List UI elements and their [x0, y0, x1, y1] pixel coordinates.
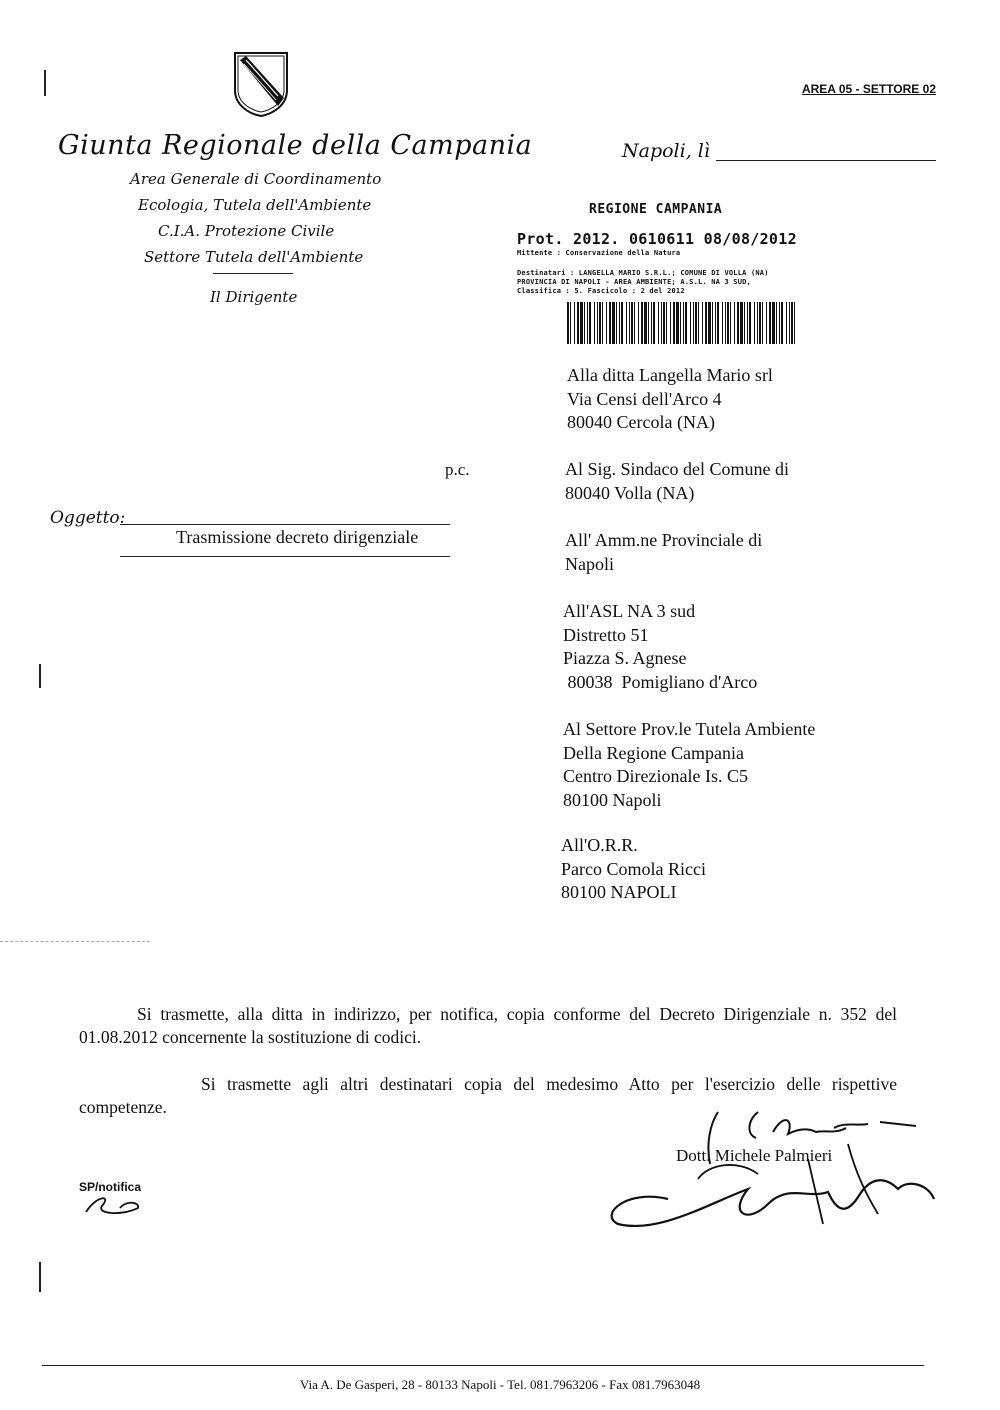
barcode-bar	[779, 302, 780, 344]
institution-name: Giunta Regionale della Campania	[58, 130, 533, 161]
recipient-line: Alla ditta Langella Mario srl	[567, 365, 773, 385]
subject-label: Oggetto:	[50, 508, 126, 528]
barcode-bar	[594, 302, 595, 344]
recipient-line: Al Sig. Sindaco del Comune di	[565, 459, 789, 479]
recipient-line: Via Censi dell'Arco 4	[567, 388, 722, 409]
barcode-bar	[698, 302, 699, 344]
barcode-bar	[629, 302, 630, 344]
barcode-bar	[776, 302, 777, 344]
barcode-bar	[626, 302, 627, 344]
recipient-line: Piazza S. Agnese	[563, 648, 687, 668]
barcode-bar	[722, 302, 723, 344]
barcode-bar	[570, 302, 571, 344]
barcode-bar	[712, 302, 713, 344]
barcode-bar	[658, 302, 659, 344]
protocol-number: Prot. 2012. 0610611 08/08/2012	[517, 230, 797, 248]
recipient-1	[567, 364, 773, 435]
recipient-line: 80040 Volla (NA)	[565, 482, 695, 503]
signer-name: Dott. Michele Palmieri	[676, 1146, 833, 1165]
barcode-bar	[606, 302, 607, 344]
barcode-bar	[661, 302, 662, 344]
recipient-2	[565, 458, 789, 505]
initials-mark	[82, 1192, 142, 1218]
stamp-title: REGIONE CAMPANIA	[589, 202, 723, 217]
letterhead-line-2: Ecologia, Tutela dell'Ambiente	[138, 196, 372, 214]
recipient-line: All'O.R.R.	[561, 835, 638, 855]
body-paragraph-2: Si trasmette agli altri destinatari copia del medesimo Atto per l'esercizio delle rispettive competenze.	[79, 1074, 897, 1117]
recipient-line: 80100 Napoli	[563, 789, 662, 810]
barcode-bar	[690, 302, 691, 344]
barcode-bar	[762, 302, 763, 344]
subject-line-top	[120, 524, 450, 525]
barcode-bar	[619, 302, 620, 344]
barcode-bar	[744, 302, 745, 344]
barcode-bar	[651, 302, 652, 344]
recipient-line: Parco Comola Ricci	[561, 858, 706, 879]
recipient-3	[565, 529, 762, 576]
stamp-mittente: Mittente : Conservazione della Natura	[517, 249, 681, 257]
letterhead-line-1: Area Generale di Coordinamento	[130, 170, 382, 188]
recipient-6	[561, 834, 706, 905]
barcode-bar	[663, 302, 665, 344]
letterhead-divider	[213, 273, 293, 274]
barcode-bar	[631, 302, 633, 344]
barcode-bar	[567, 302, 569, 344]
barcode-bar	[727, 302, 729, 344]
barcode-bar	[670, 302, 671, 344]
barcode-bar	[673, 302, 675, 344]
area-code: AREA 05 - SETTORE 02	[801, 82, 936, 96]
barcode-bar	[737, 302, 739, 344]
barcode-bar	[749, 302, 751, 344]
scan-artifact	[39, 664, 41, 688]
barcode-bar	[574, 302, 575, 344]
barcode-bar	[740, 302, 743, 344]
barcode-bar	[766, 302, 767, 344]
barcode-bar	[702, 302, 703, 344]
barcode-bar	[772, 302, 775, 344]
barcode-bar	[584, 302, 585, 344]
letterhead-line-4: Settore Tutela dell'Ambiente	[144, 248, 364, 266]
barcode-bar	[695, 302, 697, 344]
barcode-bar	[602, 302, 603, 344]
recipient-line: Della Regione Campania	[563, 742, 744, 763]
barcode-bar	[599, 302, 601, 344]
recipient-line: All'ASL NA 3 sud	[563, 601, 696, 621]
barcode-bar	[717, 302, 719, 344]
recipient-line: All' Amm.ne Provinciale di	[565, 530, 763, 550]
barcode-bar	[644, 302, 647, 344]
recipient-line: Distretto 51	[563, 624, 649, 645]
barcode-bar	[587, 302, 588, 344]
stamp-destinatari-2: PROVINCIA DI NAPOLI - AREA AMBIENTE; A.S.L. NA 3 SUD,	[517, 278, 751, 286]
barcode-bar	[725, 302, 726, 344]
barcode-bar	[734, 302, 735, 344]
barcode-bar	[653, 302, 655, 344]
barcode-bar	[754, 302, 755, 344]
barcode-bar	[616, 302, 617, 344]
barcode-bar	[634, 302, 635, 344]
barcode-bar	[648, 302, 649, 344]
barcode-bar	[580, 302, 583, 344]
footer-address: Via A. De Gasperi, 28 - 80133 Napoli - Tel. 081.7963206 - Fax 081.7963048	[299, 1377, 701, 1392]
recipient-line: Al Settore Prov.le Tutela Ambiente	[563, 719, 816, 739]
barcode-bar	[577, 302, 579, 344]
barcode-bar	[685, 302, 687, 344]
barcode-bar	[708, 302, 711, 344]
recipient-line: Napoli	[565, 553, 614, 574]
recipient-4	[563, 600, 757, 694]
stamp-destinatari-1: Destinatari : LANGELLA MARIO S.R.L.; COMUNE DI VOLLA (NA)	[517, 269, 769, 277]
stamp-classifica: Classifica : 5. Fascicolo : 2 del 2012	[517, 287, 685, 295]
barcode-bar	[747, 302, 748, 344]
barcode-bar	[705, 302, 707, 344]
reference-code: SP/notifica	[79, 1180, 142, 1194]
letterhead-line-3: C.I.A. Protezione Civile	[158, 222, 335, 240]
scan-artifact	[39, 1262, 41, 1292]
barcode-bar	[759, 302, 761, 344]
recipient-line: Centro Direzionale Is. C5	[563, 766, 748, 786]
barcode-bar	[621, 302, 623, 344]
body-paragraph-1: Si trasmette, alla ditta in indirizzo, per notifica, copia conforme del Decreto Dirigenziale n. 352 del 01.08.2012 concernente la sostituzione di codici.	[79, 1004, 897, 1047]
handwritten-signature	[598, 1104, 938, 1234]
barcode-bar	[609, 302, 611, 344]
pc-label: p.c.	[445, 460, 470, 479]
recipient-line: 80040 Cercola (NA)	[567, 412, 715, 432]
barcode-bar	[794, 302, 795, 344]
recipient-line: 80038 Pomigliano d'Arco	[563, 671, 758, 692]
barcode-bar	[597, 302, 598, 344]
barcode-bar	[693, 302, 694, 344]
barcode-bar	[769, 302, 771, 344]
barcode-bar	[715, 302, 716, 344]
regional-crest-logo	[232, 50, 290, 118]
scan-artifact	[0, 941, 150, 942]
barcode-bar	[789, 302, 790, 344]
barcode-bar	[786, 302, 787, 344]
subject-line-bottom	[120, 556, 450, 557]
scan-artifact	[44, 70, 46, 96]
barcode-bar	[757, 302, 758, 344]
subject-text: Trasmissione decreto dirigenziale	[176, 527, 419, 547]
barcode-bar	[676, 302, 679, 344]
recipient-5	[563, 718, 815, 812]
barcode	[567, 302, 796, 344]
barcode-bar	[666, 302, 667, 344]
date-line	[716, 160, 936, 161]
barcode-bar	[683, 302, 684, 344]
barcode-bar	[612, 302, 615, 344]
barcode-bar	[638, 302, 639, 344]
place-date-label: Napoli, lì	[622, 140, 710, 162]
barcode-bar	[680, 302, 681, 344]
recipient-line: 80100 NAPOLI	[561, 882, 677, 902]
director-title: Il Dirigente	[210, 288, 298, 306]
barcode-bar	[730, 302, 731, 344]
barcode-bar	[641, 302, 643, 344]
barcode-bar	[589, 302, 591, 344]
barcode-bar	[781, 302, 783, 344]
barcode-bar	[791, 302, 793, 344]
footer-divider	[42, 1365, 924, 1366]
